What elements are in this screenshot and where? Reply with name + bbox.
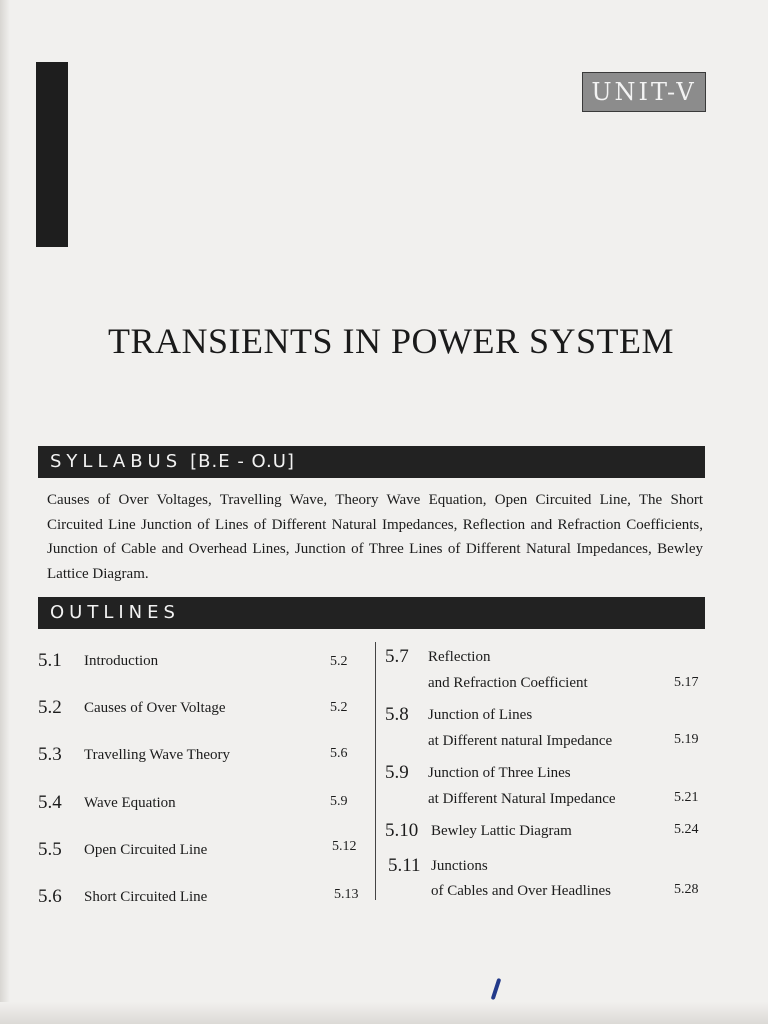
syllabus-source: [B.E - O.U] <box>190 451 295 472</box>
outline-number: 5.7 <box>385 646 409 667</box>
outline-number: 5.5 <box>38 839 62 860</box>
outline-title: Wave Equation <box>84 795 176 811</box>
outline-page: 5.9 <box>330 794 348 809</box>
page-bottom-edge <box>0 1002 768 1024</box>
outline-page: 5.2 <box>330 654 348 669</box>
outline-title-line2: of Cables and Over Headlines <box>431 883 611 899</box>
outline-title-line2: at Different natural Impedance <box>428 733 613 749</box>
outline-title: Short Circuited Line <box>84 889 208 905</box>
outlines-heading-band <box>38 597 705 629</box>
outline-page: 5.24 <box>674 822 699 837</box>
outline-page: 5.19 <box>674 732 699 747</box>
outline-number: 5.6 <box>38 886 62 907</box>
outline-page: 5.13 <box>334 887 359 902</box>
outline-title: Causes of Over Voltage <box>84 700 226 716</box>
outline-number: 5.10 <box>385 820 419 841</box>
outline-page: 5.2 <box>330 700 348 715</box>
pen-mark <box>491 978 502 1000</box>
outline-number: 5.3 <box>38 744 62 765</box>
syllabus-heading: SYLLABUS <box>50 451 183 472</box>
outline-number: 5.2 <box>38 697 62 718</box>
outline-title-line1: Junctions <box>431 858 488 874</box>
chapter-title: TRANSIENTS IN POWER SYSTEM <box>108 321 675 361</box>
outline-number: 5.4 <box>38 792 62 813</box>
page-edge <box>0 0 10 1024</box>
unit-label: UNIT-V <box>582 72 706 112</box>
outline-title: Introduction <box>84 653 159 669</box>
outline-number: 5.1 <box>38 650 62 671</box>
outline-page: 5.21 <box>674 790 699 805</box>
outline-title-line1: Reflection <box>428 649 491 665</box>
outline-page: 5.12 <box>332 839 357 854</box>
chapter-side-bar <box>36 62 68 247</box>
outline-number: 5.11 <box>388 855 421 876</box>
column-divider <box>375 642 376 900</box>
outline-title: Travelling Wave Theory <box>84 747 230 763</box>
syllabus-text: Causes of Over Voltages, Travelling Wave, Theory Wave Equation, Open Circuited Line, The Short Circuited Line Junction of Lines of Different Natural Impedances, Reflection and Refraction Coefficients, Junction of Cable and Overhead Lines, Junction of Three Lines of Different Natural Impedances, Bewley Lattice Diagram. <box>47 492 703 582</box>
outline-title-line1: Junction of Lines <box>428 707 533 723</box>
outline-title-line2: and Refraction Coefficient <box>428 675 588 691</box>
outline-title: Open Circuited Line <box>84 842 208 858</box>
outline-title-line1: Bewley Lattic Diagram <box>431 823 572 839</box>
syllabus-heading-band <box>38 446 705 478</box>
outline-number: 5.8 <box>385 704 409 725</box>
outlines-heading: OUTLINES <box>50 602 180 623</box>
outline-page: 5.6 <box>330 746 348 761</box>
outline-page: 5.17 <box>674 675 699 690</box>
outline-page: 5.28 <box>674 882 699 897</box>
outline-title-line2: at Different Natural Impedance <box>428 791 616 807</box>
outline-number: 5.9 <box>385 762 409 783</box>
outline-title-line1: Junction of Three Lines <box>428 765 571 781</box>
